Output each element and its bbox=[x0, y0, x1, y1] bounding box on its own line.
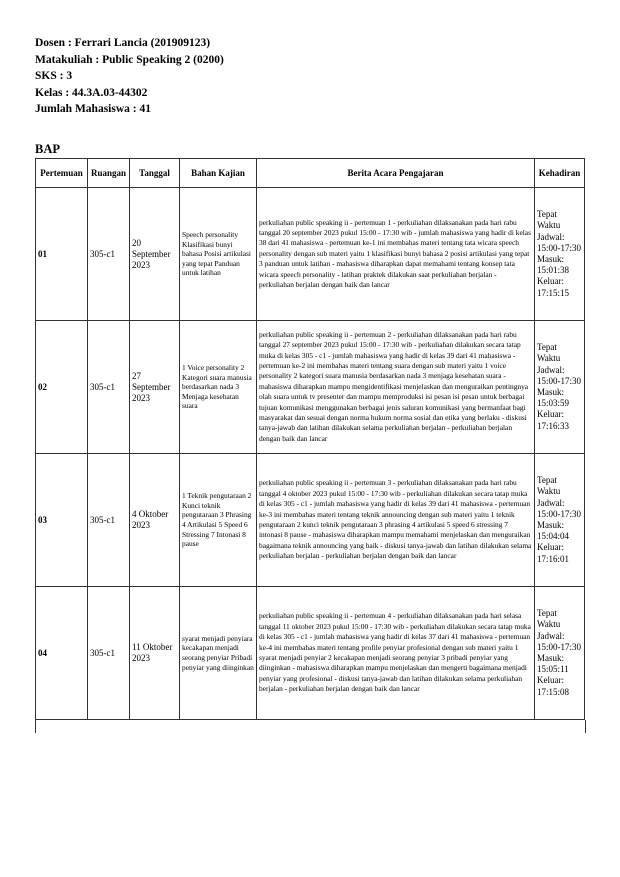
pertemuan-cell: 03 bbox=[36, 454, 88, 587]
col-header-kehadiran: Kehadiran bbox=[535, 159, 585, 188]
kelas-line: Kelas : 44.3A.03-44302 bbox=[35, 86, 148, 99]
col-header-bahan-kajian: Bahan Kajian bbox=[180, 159, 257, 188]
pertemuan-cell: 01 bbox=[36, 188, 88, 321]
ruangan-cell: 305-c1 bbox=[88, 454, 130, 587]
kehadiran-cell: Tepat Waktu Jadwal: 15:00-17:30 Masuk: 15:05:11 Keluar: 17:15:08 bbox=[535, 587, 585, 720]
tanggal-cell: 20 September 2023 bbox=[130, 188, 180, 321]
sks-line: SKS : 3 bbox=[35, 70, 73, 82]
bahan-kajian-cell: 1 Voice personality 2 Kategori suara manusia berdasarkan nada 3 Menjaga kesehatan suara bbox=[180, 321, 257, 454]
bahan-kajian-cell: syarat menjadi penyiara kecakapan menjadi seorang penyiar Pribadi penyiar yang diinginkan bbox=[180, 587, 257, 720]
tanggal-cell: 11 Oktober 2023 bbox=[130, 587, 180, 720]
pertemuan-cell: 02 bbox=[36, 321, 88, 454]
matakuliah-line: Matakuliah : Public Speaking 2 (0200) bbox=[35, 53, 224, 66]
tanggal-cell: 4 Oktober 2023 bbox=[130, 454, 180, 587]
col-header-tanggal: Tanggal bbox=[130, 159, 180, 188]
jumlah-mahasiswa-line: Jumlah Mahasiswa : 41 bbox=[35, 103, 151, 115]
course-header bbox=[35, 35, 224, 118]
table-header-row bbox=[36, 159, 585, 188]
bahan-kajian-cell: Speech personality Klasifikasi bunyi bahasa Posisi artikulasi yang tepat Panduan untuk latihan bbox=[180, 188, 257, 321]
bap-title: BAP bbox=[35, 142, 60, 156]
col-header-berita-acara: Berita Acara Pengajaran bbox=[257, 159, 535, 188]
table-row bbox=[36, 188, 585, 321]
berita-acara-cell: perkuliahan public speaking ii - pertemuan 3 - perkuliahan dilaksanakan pada hari rabu tanggal 4 oktober 2023 pukul 15:00 - 17:30 wib - perkuliahan dilakukan secara tatap muka di kelas 305 - c1 - jumlah mahasiswa yang hadir di kelas 39 dari 41 mahasiswa - pertemuan ke-3 ini membahas materi tentang teknik announcing dengan sub materi yaitu 1 teknik pengutaraan 2 kunci teknik pengutaraan 3 phrasing 4 artikulasi 5 speed 6 stressing 7 intonasi 8 pause - mahasiswa diharapkan mampu memahami menjelaskan dan menguraikan bagaimana teknik announcing yang baik - diskusi tanya-jawab dan latihan dilakukan selama perkuliahan berjalan - perkuliahan berjalan dengan baik dan lancar bbox=[257, 454, 535, 587]
kehadiran-cell: Tepat Waktu Jadwal: 15:00-17:30 Masuk: 15:03:59 Keluar: 17:16:33 bbox=[535, 321, 585, 454]
berita-acara-cell: perkuliahan public speaking ii - pertemuan 1 - perkuliahan dilaksanakan pada hari rabu tanggal 20 september 2023 pukul 15:00 - 17:30 wib - jumlah mahasiswa yang hadir di kelas 38 dari 41 mahasiswa - pertemuan ke-1 ini membahas materi tentang tata wicara speech personality dengan sub materi yaitu 1 klasifikasi bunyi bahasa 2 posisi artikulasi yang tepat 3 panduan untuk latihan - mahasiswa diharapkan dapat memahami tentang konsep tata wicara speech personality - latihan praktek dilakukan saat perkuliahan berjalan - perkuliahan berjalan dengan baik dan lancar bbox=[257, 188, 535, 321]
table-row bbox=[36, 454, 585, 587]
berita-acara-cell: perkuliahan public speaking ii - pertemuan 4 - perkuliahan dilaksanakan pada hari selasa tanggal 11 oktober 2023 pukul 15:00 - 17:30 wib - perkuliahan dilakukan secara tatap muka di kelas 305 - c1 - jumlah mahasiswa yang hadir di kelas 37 dari 41 mahasiswa - pertemuan ke-4 ini membahas materi tentang profile penyiar profesional dengan sub materi yaitu 1 syarat menjadi penyiar 2 kecakapan menjadi seorang penyiar 3 pribadi penyiar yang diinginkan - mahasiswa diharapkan mampu menjelaskan dan mengerti bagaimana menjadi penyiar yang profesional - diskusi tanya-jawab dan latihan dilakukan selama perkuliahan berjalan - perkuliahan berjalan dengan baik dan lancar bbox=[257, 587, 535, 720]
dosen-line: Dosen : Ferrari Lancia (201909123) bbox=[35, 37, 211, 49]
table-row bbox=[36, 321, 585, 454]
kehadiran-cell: Tepat Waktu Jadwal: 15:00-17:30 Masuk: 15:04:04 Keluar: 17:16:01 bbox=[535, 454, 585, 587]
bahan-kajian-cell: 1 Teknik pengutaraan 2 Kunci teknik pengutaraan 3 Phrasing 4 Artikulasi 5 Speed 6 Stressing 7 Intonasi 8 pause bbox=[180, 454, 257, 587]
ruangan-cell: 305-c1 bbox=[88, 587, 130, 720]
table-row bbox=[36, 587, 585, 720]
ruangan-cell: 305-c1 bbox=[88, 188, 130, 321]
col-header-ruangan: Ruangan bbox=[88, 159, 130, 188]
kehadiran-cell: Tepat Waktu Jadwal: 15:00-17:30 Masuk: 15:01:38 Keluar: 17:15:15 bbox=[535, 188, 585, 321]
col-header-pertemuan: Pertemuan bbox=[36, 159, 88, 188]
table-continuation-border bbox=[35, 720, 586, 733]
berita-acara-cell: perkuliahan public speaking ii - pertemuan 2 - perkuliahan dilaksanakan pada hari rabu tanggal 27 september 2023 pukul 15:00 - 17:30 wib - perkuliahan dilakukan secara tatap muka di kelas 305 - c1 - jumlah mahasiswa yang hadir di kelas 39 dari 41 mahasiswa - pertemuan ke-2 ini membahas materi tentang suara dengan sub materi yaitu 1 voice personality 2 kategori suara manusia berdasarkan nada 3 menjaga kesehatan suara - mahasiswa diharapkan mampu mengidentifikasi menjelaskan dan menguraikan pentingnya olah suara untuk tv presenter dan mampu memproduksi isi pesan isi pesan untuk berbagai tujuan komunikasi menggunakan berbagai jenis saluran komunikasi yang bermanfaat bagi masyarakat dan sesuai dengan norma hukum norma sosial dan etika yang berlaku - diskusi tanya-jawab dan latihan dilakukan selama perkuliahan berjalan - perkuliahan berjalan dengan baik dan lancar bbox=[257, 321, 535, 454]
ruangan-cell: 305-c1 bbox=[88, 321, 130, 454]
tanggal-cell: 27 September 2023 bbox=[130, 321, 180, 454]
bap-table bbox=[35, 158, 585, 720]
pertemuan-cell: 04 bbox=[36, 587, 88, 720]
